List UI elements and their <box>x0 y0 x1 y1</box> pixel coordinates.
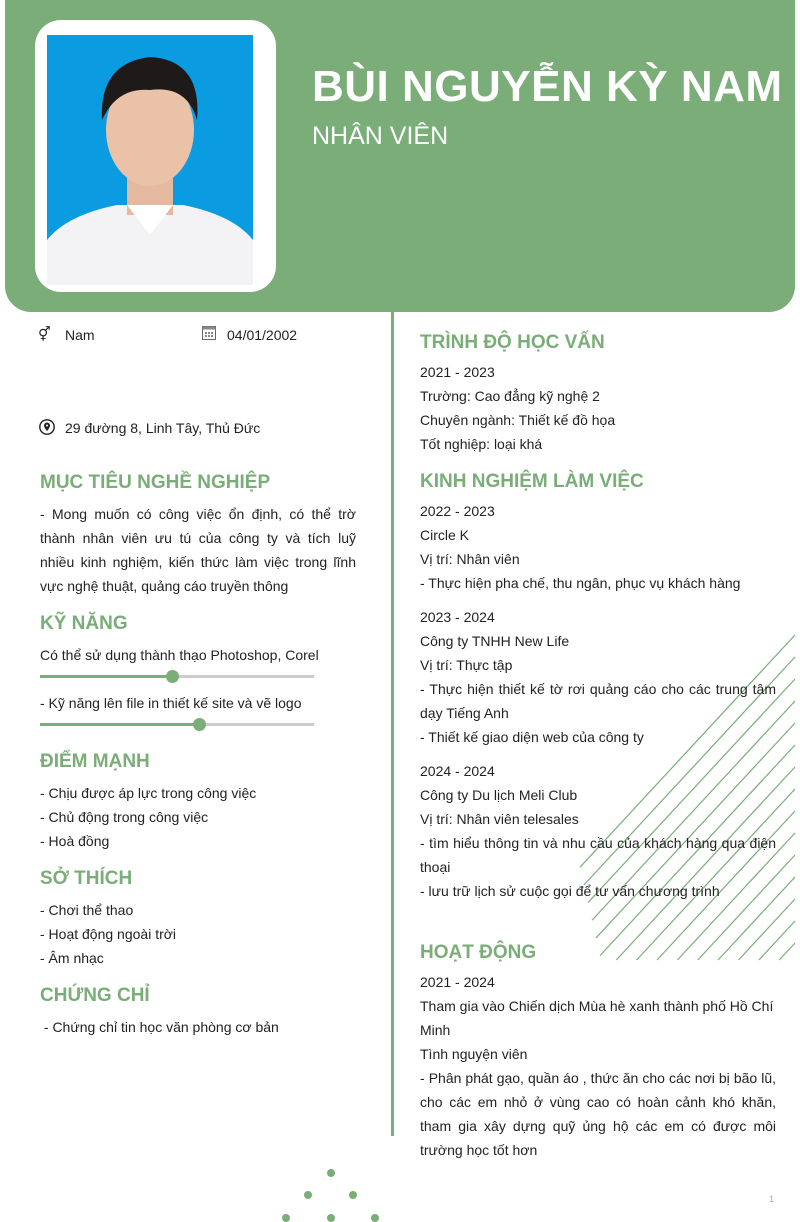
job-detail: - Thực hiện pha chế, thu ngân, phục vụ khách hàng <box>420 575 741 591</box>
certificates-heading: CHỨNG CHỈ <box>40 985 150 1006</box>
education-school: Trường: Cao đẳng kỹ nghệ 2 <box>420 388 600 404</box>
birthdate-value: 04/01/2002 <box>227 327 298 343</box>
hobby-item: - Hoạt động ngoài trời <box>40 926 177 942</box>
skill-label: Có thể sử dụng thành thạo Photoshop, Corel <box>40 647 319 663</box>
education-period: 2021 - 2023 <box>420 364 495 380</box>
diagonal-line <box>718 877 795 960</box>
activity-role: Tình nguyện viên <box>420 1046 528 1062</box>
skill-label: - Kỹ năng lên file in thiết kế site và vẽ logo <box>40 695 302 711</box>
job-position: Vị trí: Nhân viên telesales <box>420 811 579 827</box>
profile-photo <box>47 35 253 285</box>
address-value: 29 đường 8, Linh Tây, Thủ Đức <box>65 420 261 436</box>
job-period: 2022 - 2023 <box>420 503 495 519</box>
education-grade: Tốt nghiệp: loại khá <box>420 436 543 452</box>
hobby-item: - Chơi thể thao <box>40 902 134 918</box>
activity-period: 2021 - 2024 <box>420 974 495 990</box>
experience-heading: KINH NGHIỆM LÀM VIỆC <box>420 471 644 492</box>
skills-heading: KỸ NĂNG <box>40 613 128 634</box>
job-detail: - lưu trữ lịch sử cuộc gọi để tư vấn chương trình <box>420 883 720 899</box>
gender-value: Nam <box>65 327 95 343</box>
activity-detail: - Phân phát gạo, quần áo , thức ăn cho các nơi bị bão lũ, cho các em nhỏ ở vùng cao có hoàn cảnh khó khăn, tham gia xây dựng quỹ ủng hộ các em có được môi trường học tốt hơn <box>420 1070 776 1158</box>
career-goal-heading: MỤC TIÊU NGHỀ NGHIỆP <box>40 472 271 493</box>
hobby-item: - Âm nhạc <box>40 950 104 966</box>
diagonal-line <box>759 921 795 960</box>
job-period: 2023 - 2024 <box>420 609 495 625</box>
activities-heading: HOẠT ĐỘNG <box>420 942 537 963</box>
hobbies-heading: SỞ THÍCH <box>40 868 133 889</box>
job-company: Công ty Du lịch Meli Club <box>420 787 578 803</box>
column-divider <box>391 312 394 1136</box>
skill-level-bar <box>40 723 314 726</box>
job-company: Công ty TNHH New Life <box>420 633 570 649</box>
diagonal-line <box>779 943 795 960</box>
job-position: Vị trí: Nhân viên <box>420 551 520 567</box>
strength-item: - Chịu được áp lực trong công việc <box>40 785 257 801</box>
location-pin-icon <box>39 419 55 435</box>
career-goal-text: - Mong muốn có công việc ổn định, có thể trờ thành nhân viên ưu tú của công ty và tích luỹ nhiều kinh nghiệm, kiến thức làm việc trong lĩnh vực nghệ thuật, quảng cáo truyền thông <box>40 506 356 594</box>
decorative-diagonal-lines <box>560 620 800 970</box>
page-number: 1 <box>769 1194 775 1204</box>
job-detail: - tìm hiểu thông tin và nhu cầu của khách hàng qua điện thoại <box>420 835 776 875</box>
job-position: Vị trí: Thực tập <box>420 657 513 673</box>
job-company: Circle K <box>420 527 470 543</box>
education-heading: TRÌNH ĐỘ HỌC VẤN <box>420 332 605 353</box>
job-detail: - Thực hiện thiết kế tờ rơi quảng cáo cho các trung tâm dạy Tiếng Anh <box>420 681 776 721</box>
job-detail: - Thiết kế giao diện web của công ty <box>420 729 644 745</box>
education-major: Chuyên ngành: Thiết kế đồ họa <box>420 412 616 428</box>
job-title: NHÂN VIÊN <box>312 122 449 150</box>
calendar-icon <box>202 325 216 340</box>
skill-level-bar <box>40 675 314 678</box>
strengths-heading: ĐIỂM MẠNH <box>40 751 150 772</box>
gender-icon: ⚥ <box>38 326 51 342</box>
certificate-item: - Chứng chỉ tin học văn phòng cơ bản <box>40 1019 279 1035</box>
candidate-name: BÙI NGUYỄN KỲ NAM <box>312 62 783 111</box>
activity-event: Tham gia vào Chiến dịch Mùa hè xanh thành phố Hồ Chí Minh <box>420 998 774 1038</box>
job-period: 2024 - 2024 <box>420 763 495 779</box>
strength-item: - Hoà đồng <box>40 833 110 849</box>
strength-item: - Chủ động trong công việc <box>40 809 209 825</box>
